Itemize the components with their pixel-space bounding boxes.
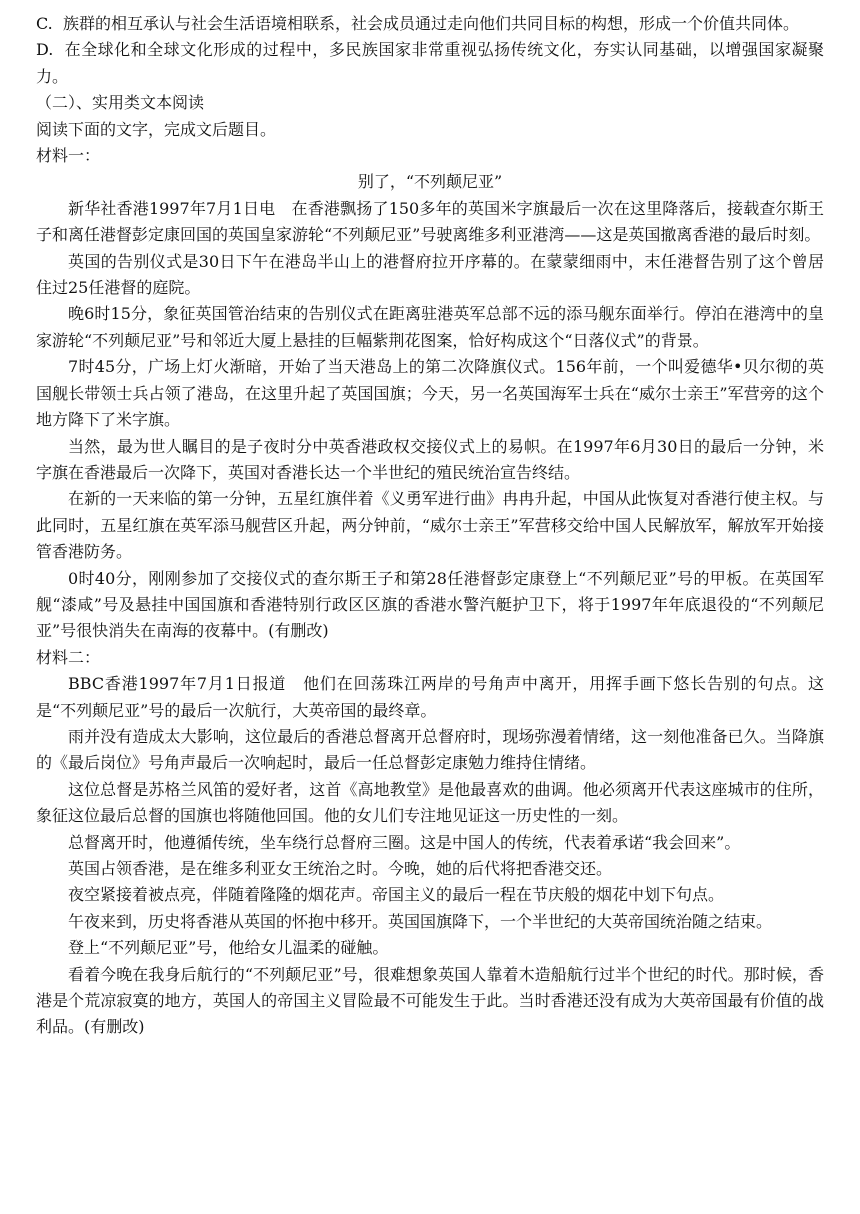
instruction: 阅读下面的文字，完成文后题目。 <box>36 119 277 139</box>
material2-paragraph: 夜空紧接着被点亮，伴随着隆隆的烟花声。帝国主义的最后一程在节庆般的烟花中划下句点。 <box>68 885 725 905</box>
material2-paragraph: 登上“不列颠尼亚”号，他给女儿温柔的碰触。 <box>68 938 389 958</box>
material1-paragraph: 英国的告别仪式是30日下午在港岛半山上的港督府拉开序幕的。在蒙蒙细雨中，末任港督告别了这个曾居住过25任港督的庭院。 <box>36 251 824 298</box>
option-label: C. <box>36 14 53 33</box>
material1-paragraph: 0时40分，刚刚参加了交接仪式的查尔斯王子和第28任港督彭定康登上“不列颠尼亚”号的甲板。在英国军舰“漆咸”号及悬挂中国国旗和香港特别行政区区旗的香港水警汽艇护卫下，将于1997年年底退役的“不列颠尼亚”号很快消失在南海的夜幕中。(有删改) <box>36 568 824 641</box>
section-heading: （二）、实用类文本阅读 <box>36 93 205 113</box>
option-label: D. <box>36 40 54 60</box>
material2-paragraph: BBC香港1997年7月1日报道 他们在回荡珠江两岸的号角声中离开，用挥手画下悠长告别的句点。这是“不列颠尼亚”号的最后一次航行，大英帝国的最终章。 <box>36 674 824 720</box>
option-text: 在全球化和全球文化形成的过程中，多民族国家非常重视弘扬传统文化，夯实认同基础，以增强国家凝聚力。 <box>36 40 824 86</box>
material2-paragraph: 总督离开时，他遵循传统，坐车绕行总督府三圈。这是中国人的传统，代表着承诺“我会回来”。 <box>68 832 741 852</box>
material1-paragraph: 晚6时15分，象征英国管治结束的告别仪式在距离驻港英军总部不远的添马舰东面举行。停泊在港湾中的皇家游轮“不列颠尼亚”号和邻近大厦上悬挂的巨幅紫荆花图案，恰好构成这个“日落仪式”的背景。 <box>36 304 824 350</box>
material2-paragraph: 这位总督是苏格兰风笛的爱好者，这首《高地教堂》是他最喜欢的曲调。他必须离开代表这座城市的住所，象征这位最后总督的国旗也将随他回国。他的女儿们专注地见证这一历史性的一刻。 <box>36 779 824 826</box>
material2-paragraph: 雨并没有造成太大影响，这位最后的香港总督离开总督府时，现场弥漫着情绪，这一刻他准备已久。当降旗的《最后岗位》号角声最后一次响起时，最后一任总督彭定康勉力维持住情绪。 <box>36 726 824 773</box>
material1-label: 材料一： <box>36 146 101 166</box>
option-c <box>36 11 824 37</box>
material2-paragraph: 看着今晚在我身后航行的“不列颠尼亚”号，很难想象英国人靠着木造船航行过半个世纪的时代。那时候，香港是个荒凉寂寞的地方，英国人的帝国主义冒险最不可能发生于此。当时香港还没有成为大英帝国最有价值的战利品。(有删改) <box>36 964 824 1037</box>
material1-paragraph: 7时45分，广场上灯火渐暗，开始了当天港岛上的第二次降旗仪式。156年前，一个叫爱德华•贝尔彻的英国舰长带领士兵占领了港岛，在这里升起了英国国旗；今天，另一名英国海军士兵在“威尔士亲王”军营旁的这个地方降下了米字旗。 <box>36 357 824 430</box>
material2-paragraph: 英国占领香港，是在维多利亚女王统治之时。今晚，她的后代将把香港交还。 <box>68 859 613 878</box>
material1-paragraph: 新华社香港1997年7月1日电 在香港飘扬了150多年的英国米字旗最后一次在这里降落后，接载查尔斯王子和离任港督彭定康回国的英国皇家游轮“不列颠尼亚”号驶离维多利亚港湾——这是英国撤离香港的最后时刻。 <box>36 198 824 245</box>
material2-paragraph: 午夜来到，历史将香港从英国的怀抱中移开。英国国旗降下，一个半世纪的大英帝国统治随之结束。 <box>68 911 773 931</box>
material1-paragraph: 当然，最为世人瞩目的是子夜时分中英香港政权交接仪式上的易帜。在1997年6月30日的最后一分钟，米字旗在香港最后一次降下，英国对香港长达一个半世纪的殖民统治宣告终结。 <box>36 436 824 482</box>
material2-label: 材料二： <box>36 647 101 667</box>
option-d <box>36 37 824 90</box>
article-title: 别了，“不列颠尼亚” <box>357 172 503 192</box>
option-text: 族群的相互承认与社会生活语境相联系，社会成员通过走向他们共同目标的构想，形成一个价值共同体。 <box>62 14 799 33</box>
material1-paragraph: 在新的一天来临的第一分钟，五星红旗伴着《义勇军进行曲》冉冉升起，中国从此恢复对香港行使主权。与此同时，五星红旗在英军添马舰营区升起，两分钟前，“威尔士亲王”军营移交给中国人民解放军，解放军开始接管香港防务。 <box>36 489 824 562</box>
